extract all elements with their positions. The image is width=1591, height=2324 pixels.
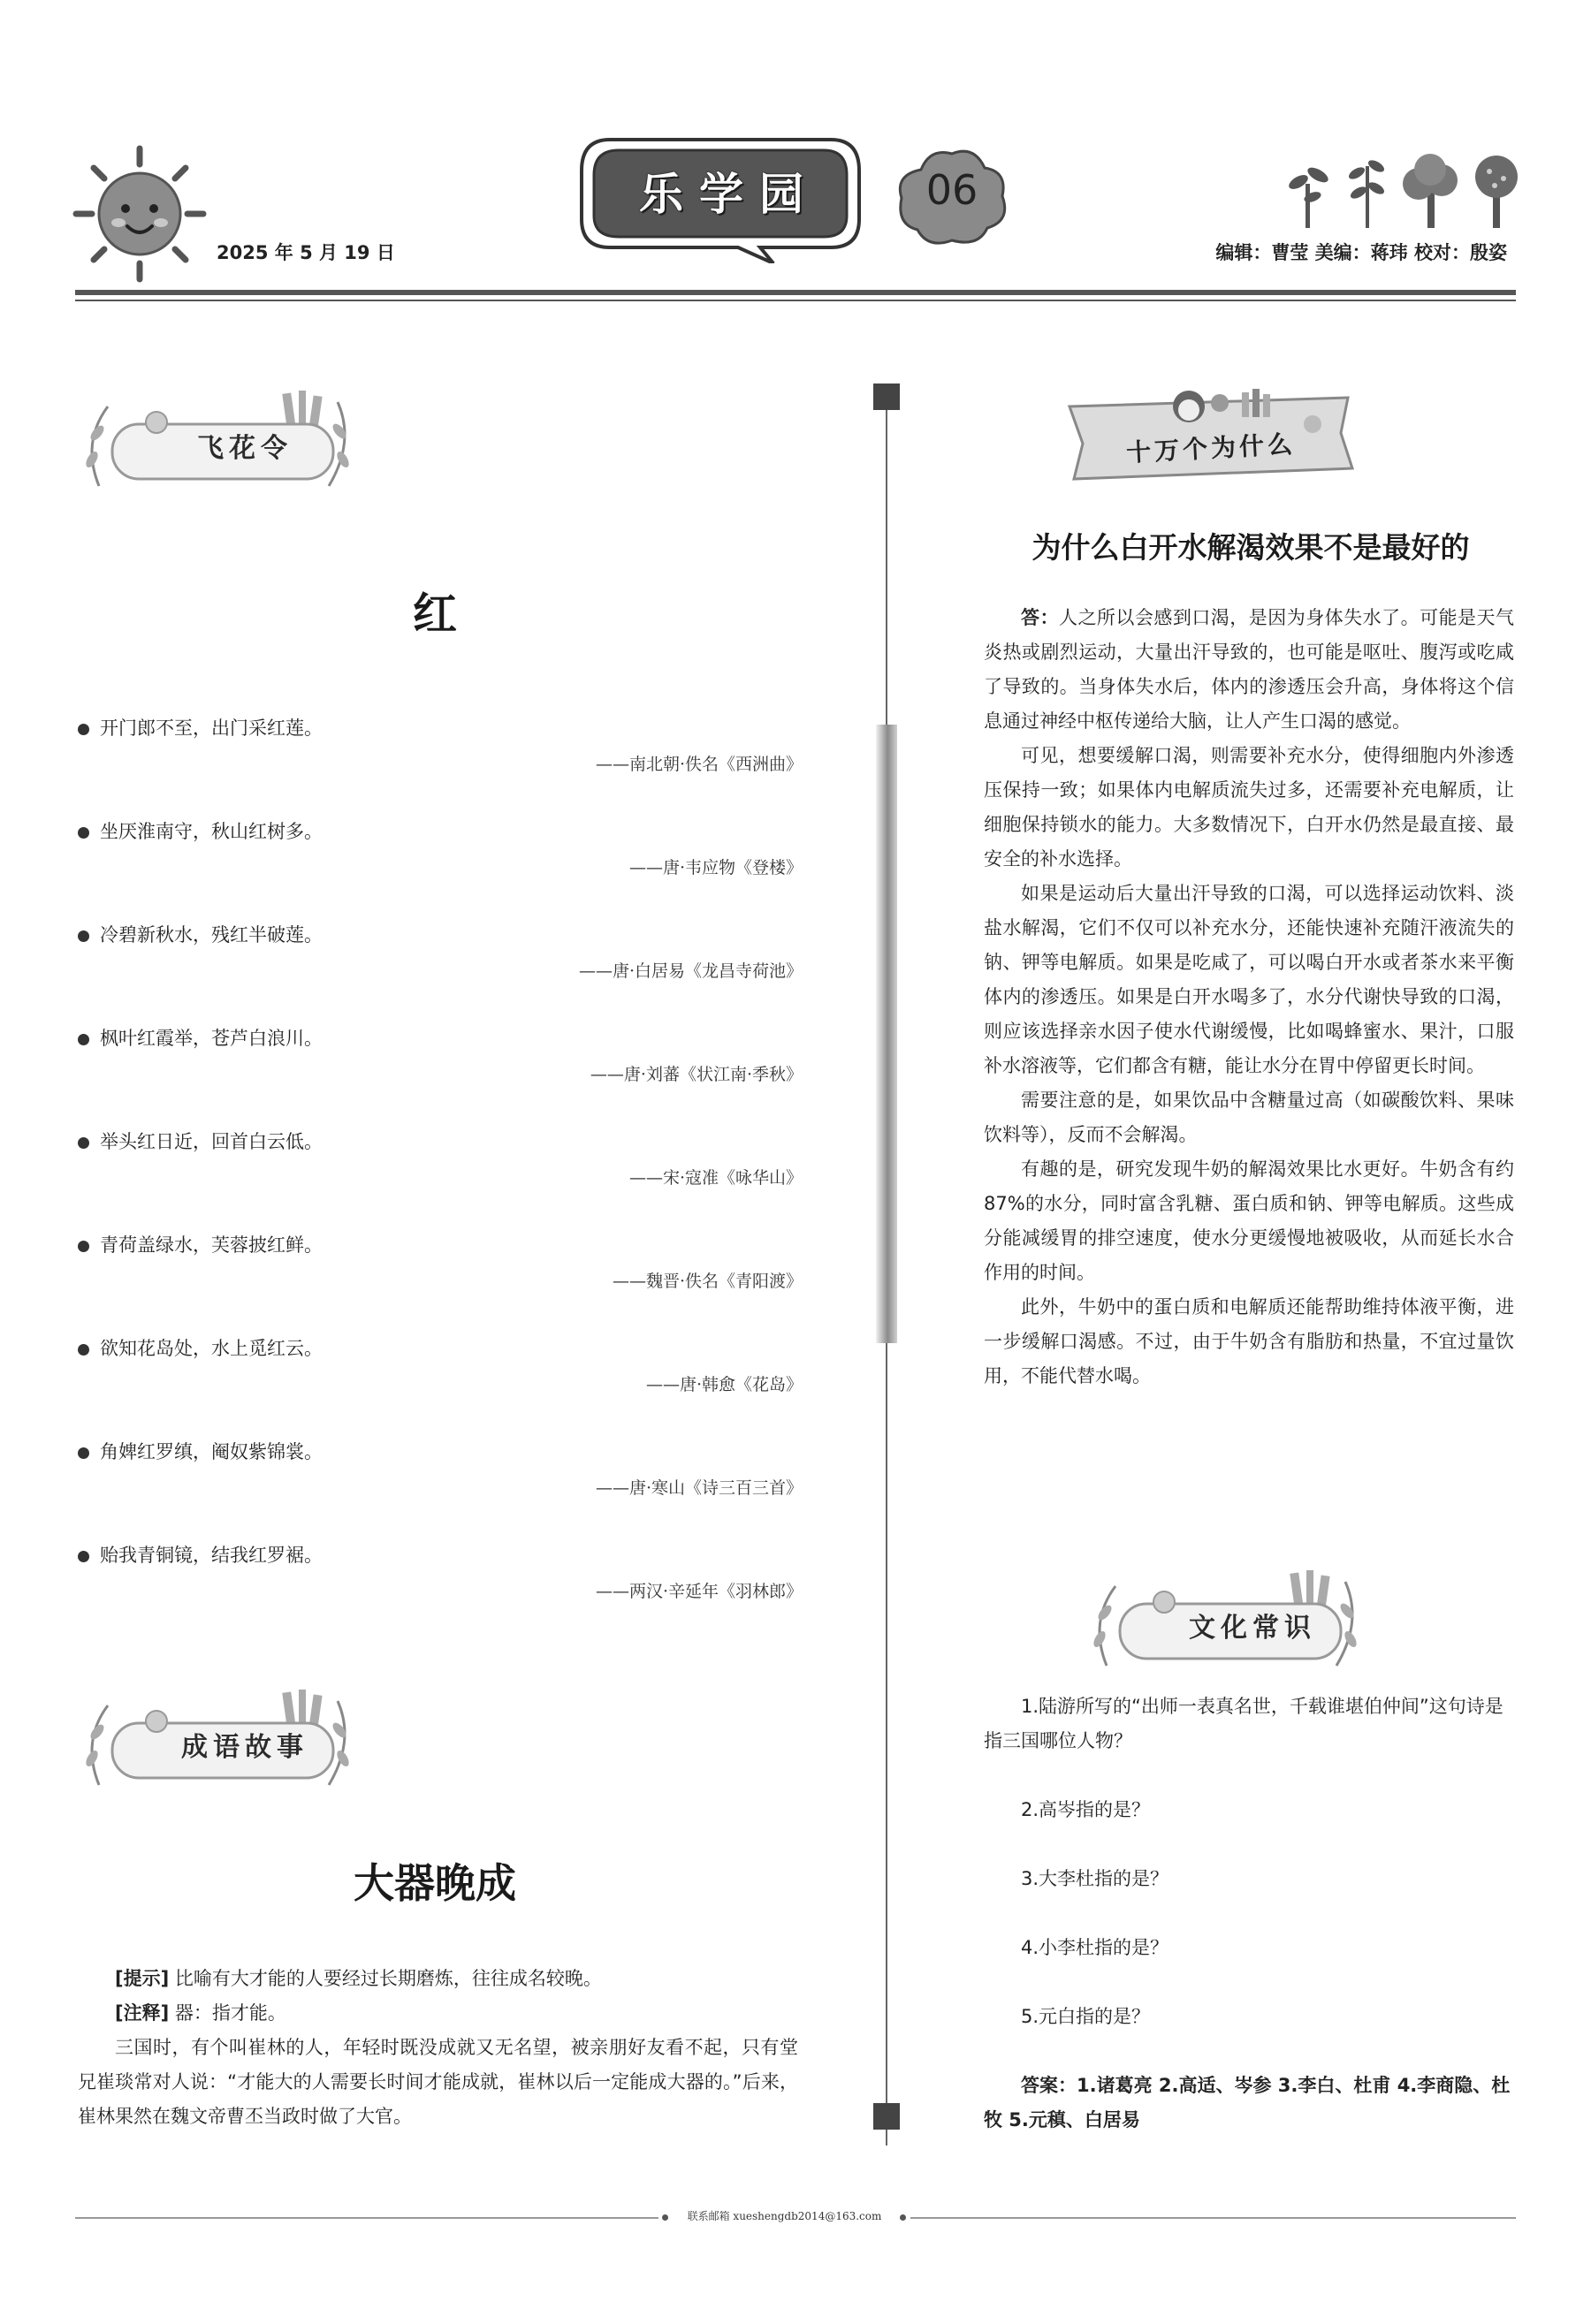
article-paragraph: 需要注意的是，如果饮品中含糖量过高（如碳酸饮料、果味饮料等），反而不会解渴。 xyxy=(984,1090,1514,1145)
bullet-icon xyxy=(78,1344,89,1356)
poem-item xyxy=(78,1334,803,1395)
bullet-icon xyxy=(78,1034,89,1045)
poem-item xyxy=(78,1024,803,1085)
article-body xyxy=(984,601,1514,1394)
bullet-icon xyxy=(78,1551,89,1562)
idiom-note xyxy=(78,1996,798,2031)
article-title: 为什么白开水解渴效果不是最好的 xyxy=(1031,530,1470,565)
poem-source: ——宋·寇准《咏华山》 xyxy=(628,1168,803,1188)
section-tag-label: 飞花令 xyxy=(197,433,293,464)
poem-item xyxy=(78,1541,803,1602)
article-paragraph: 可见，想要缓解口渴，则需要补充水分，使得细胞内外渗透压保持一致；如果体内电解质流失过多，还需要补充电解质，让细胞保持锁水的能力。大多数情况下，白开水仍然是最直接、最安全的补水选择。 xyxy=(984,745,1514,870)
footer-rule-left xyxy=(75,2217,658,2219)
poem-item xyxy=(78,714,803,775)
note-label: [注释] xyxy=(115,2002,170,2024)
poem-source: ——魏晋·佚名《青阳渡》 xyxy=(612,1272,803,1291)
idiom-story: 三国时，有个叫崔林的人，年轻时既没成就又无名望，被亲朋好友看不起，只有堂兄崔琰常对人说：“才能大的人需要长时间才能成就，崔林以后一定能成大器的。”后来，崔林果然在魏文帝曹丕当政时做了大官。 xyxy=(78,2037,798,2127)
bullet-icon xyxy=(78,1447,89,1459)
poem-item xyxy=(78,817,803,878)
footer-dot-left xyxy=(662,2214,668,2221)
idiom-body xyxy=(78,1962,798,2134)
bullet-icon xyxy=(78,930,89,942)
bullet-icon xyxy=(78,827,89,839)
poem-line: 冷碧新秋水，残红半破莲。 xyxy=(100,924,323,946)
poem-line: 青荷盖绿水，芙蓉披红鲜。 xyxy=(100,1234,323,1256)
poem-item xyxy=(78,1231,803,1292)
idiom-hint xyxy=(78,1962,798,1996)
footer-dot-right xyxy=(900,2214,906,2221)
section-tag-label: 文化常识 xyxy=(1189,1613,1316,1644)
poem-line: 开门郎不至，出门采红莲。 xyxy=(100,718,323,739)
hint-text: 比喻有大才能的人要经过长期磨炼，往往成名较晚。 xyxy=(169,1968,602,1989)
poem-source: ——唐·寒山《诗三百三首》 xyxy=(595,1478,803,1498)
poem-line: 坐厌淮南守，秋山红树多。 xyxy=(100,821,323,842)
poem-line: 贻我青铜镜，结我红罗裾。 xyxy=(100,1545,323,1566)
trees-decoration-icon xyxy=(1286,148,1520,232)
quiz-question: 4.小李杜指的是？ xyxy=(1021,1937,1169,1958)
section-tag-chengyu xyxy=(72,1688,364,1794)
poem-source: ——南北朝·佚名《西洲曲》 xyxy=(595,755,803,774)
article-paragraph: 如果是运动后大量出汗导致的口渴，可以选择运动饮料、淡盐水解渴，它们不仅可以补充水分，还能快速补充随汗液流失的钠、钾等电解质。如果是吃咸了，可以喝白开水或者茶水来平衡体内的渗透压。如果是白开水喝多了，水分代谢快导致的口渴，则应该选择亲水因子使水代谢缓慢，比如喝蜂蜜水、果汁，口服补水溶液等，它们都含有糖，能让水分在胃中停留更长时间。 xyxy=(984,883,1514,1076)
issue-number: 06 xyxy=(925,166,978,214)
poem-source: ——唐·韩愈《花岛》 xyxy=(645,1375,803,1394)
paragraph-text: 人之所以会感到口渴，是因为身体失水了。可能是天气炎热或剧烈运动，大量出汗导致的，也可能是呕吐、腹泻或吃咸了导致的。当身体失水后，体内的渗透压会升高，身体将这个信息通过神经中枢传递给大脑，让人产生口渴的感觉。 xyxy=(984,607,1515,732)
poem-line: 欲知花岛处，水上觅红云。 xyxy=(100,1338,323,1359)
newspaper-title: 乐学园 xyxy=(639,169,819,220)
section-tag-wenhua xyxy=(1080,1568,1372,1675)
quiz-question: 1.陆游所写的“出师一表真名世，千载谁堪伯仲间”这句诗是指三国哪位人物？ xyxy=(984,1696,1503,1751)
note-text: 器：指才能。 xyxy=(169,2002,286,2024)
bullet-icon xyxy=(78,1241,89,1252)
bullet-icon xyxy=(78,724,89,735)
article-paragraph xyxy=(984,601,1514,739)
hint-label: [提示] xyxy=(115,1968,170,1989)
section-tag-label: 成语故事 xyxy=(181,1732,308,1763)
poem-source: ——两汉·辛延年《羽林郎》 xyxy=(595,1582,803,1601)
article-paragraph: 此外，牛奶中的蛋白质和电解质还能帮助维持体液平衡，进一步缓解口渴感。不过，由于牛奶含有脂肪和热量，不宜过量饮用，不能代替水喝。 xyxy=(984,1296,1514,1386)
quiz-question: 3.大李杜指的是？ xyxy=(1021,1868,1169,1889)
feihua-keyword: 红 xyxy=(413,589,457,640)
editor-credits: 编辑：曹莹 美编：蒋玮 校对：殷姿 xyxy=(1215,242,1507,263)
article-paragraph: 有趣的是，研究发现牛奶的解渴效果比水更好。牛奶含有约87%的水分，同时富含乳糖、蛋白质和钠、钾等电解质。这些成分能减缓胃的排空速度，使水分更缓慢地被吸收，从而延长水合作用的时间。 xyxy=(984,1158,1514,1283)
sun-mascot-icon xyxy=(69,143,210,285)
poem-item xyxy=(78,1128,803,1189)
header-rule-thin xyxy=(75,300,1516,301)
bullet-icon xyxy=(78,1137,89,1149)
divider-square-bottom xyxy=(873,2103,900,2130)
quiz-body xyxy=(984,1690,1514,2138)
poem-line: 角婢红罗缜，阉奴紫锦裳。 xyxy=(100,1441,323,1462)
footer-rule-right xyxy=(910,2217,1516,2219)
poem-line: 举头红日近，回首白云低。 xyxy=(100,1131,323,1152)
section-tag-shiwan xyxy=(1065,380,1357,495)
poem-item xyxy=(78,1438,803,1499)
poem-source: ——唐·韦应物《登楼》 xyxy=(628,858,803,877)
poem-line: 枫叶红霞举，苍芦白浪川。 xyxy=(100,1028,323,1049)
answer-label: 答： xyxy=(1021,607,1059,628)
section-tag-label: 十万个为什么 xyxy=(1125,429,1297,468)
quiz-answers: 答案：1.诸葛亮 2.高适、岑参 3.李白、杜甫 4.李商隐、杜牧 5.元稹、白居易 xyxy=(984,2075,1511,2130)
quiz-question: 5.元白指的是？ xyxy=(1021,2006,1151,2027)
header-rule-thick xyxy=(75,290,1516,295)
divider-square-top xyxy=(873,384,900,410)
poem-source: ——唐·白居易《龙昌寺荷池》 xyxy=(578,961,803,981)
issue-date: 2025 年 5 月 19 日 xyxy=(217,242,395,263)
idiom-title: 大器晚成 xyxy=(354,1859,516,1907)
poem-item xyxy=(78,921,803,982)
section-tag-feihua xyxy=(72,389,364,495)
quiz-question: 2.高岑指的是？ xyxy=(1021,1799,1151,1820)
poem-source: ——唐·刘蕃《状江南·季秋》 xyxy=(590,1065,803,1084)
contact-email: 联系邮箱 xueshengdb2014@163.com xyxy=(687,2210,882,2222)
divider-gradient-bar xyxy=(876,725,897,1343)
